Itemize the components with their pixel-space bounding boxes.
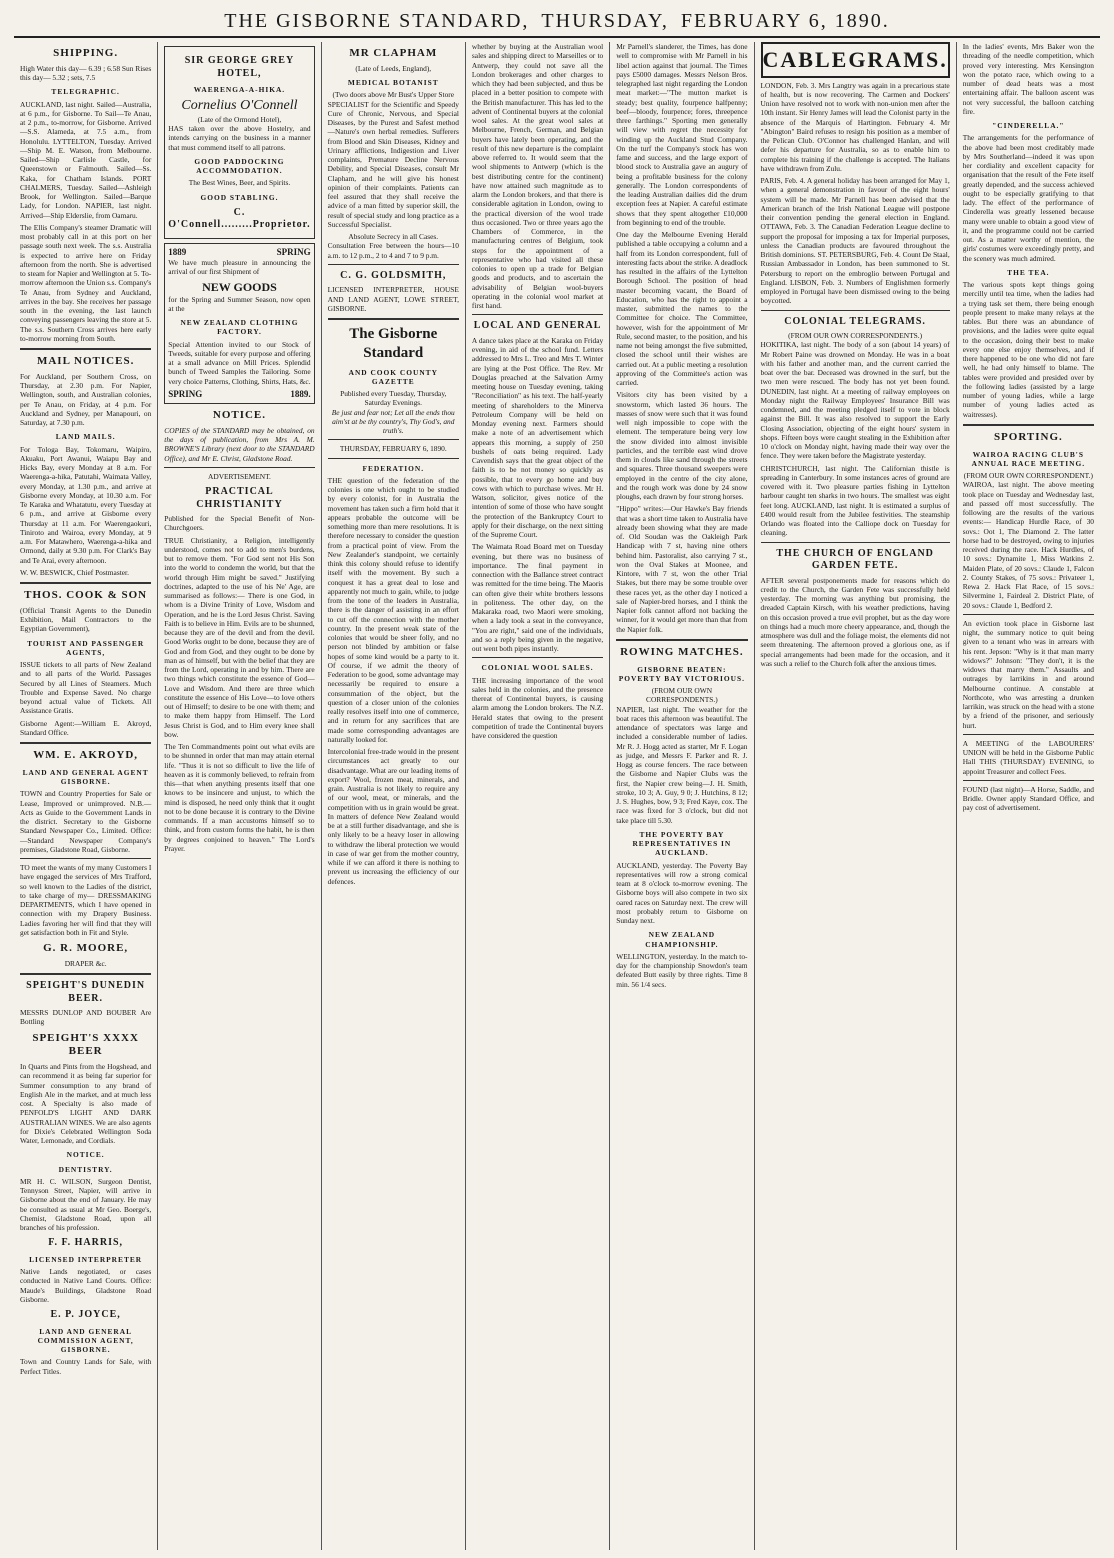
column-1: [14, 42, 158, 1550]
nz-body: Special Attention invited to our Stock of Tweeds, suitable for every purpose and offering at a small advance on Mill Prices. Splendid bunch of Tweed Samples the Tailoring. Some very choice Patterns, Clothing, Shirts, Hats, &c.: [168, 339, 311, 386]
local-misc: An eviction took place in Gisborne last night, the summary notice to quit being given to a tenant who was in arrears with his rent. Jepson: "Why is it that man marry widows?" Johnson: "They don't, it is the widows that marry them." Assaults and outrages by larrikins in and around Melbourne continue. A constable at Northcote, who was arresting a drunken larrikin, was struck on the head with a stone by a friend of the prisoner, and seriously hurt.: [962, 618, 1094, 730]
wool-sales-heading: COLONIAL WOOL SALES.: [481, 663, 594, 673]
divider: [963, 614, 1094, 615]
practical-body-2: The Ten Commandments point out what evils are to be shunned in order that man may attain eternal life. "Thus it is not so difficult to live the life of heaven as it is commonly believed, to refrain from this—that when anything presents itself that one knows to be insincere and unjust, to which the mind is disposed, he need only think that it ought not to be done because it is contrary to the Divine commands. If a man accustoms himself so to think, and from custom forms the habit, he is then by degrees conjoined to heaven." The Lord's Prayer.: [164, 742, 315, 853]
paper-motto: Be just and fear not; Let all the ends thou aim'st at be thy country's, Thy God's, and truth's.: [331, 407, 455, 435]
spring-year-2: 1889.: [290, 388, 311, 399]
dentistry-heading: DENTISTRY.: [58, 1164, 113, 1174]
divider: [20, 742, 151, 744]
wairoa-body: WAIROA, last night. The above meeting took place on Tuesday and Wednesday last, and passed off most successfully. The following are the results of the various events:— Handicap Hurdle Race, of 30 sovs.: Oot 1, The Diamond 2. The latter horse had to be destroyed, owing to injuries received during the race. Hack Hurdles, of 10 sovs.: Dynamite 1, Miss Watkins 2. Maiden Plate, of 20 sovs.: Claude 1, Falcon 2. County Stakes, of 75 sovs.: Privateer 1, Rewa 2. Hack Flat Race, of 15 sovs.: Silvermine 1, Fairdeal 2. District Plate, of 20 sovs.: Claude 1, Bedford 2.: [962, 480, 1094, 610]
cinderella-heading: "CINDERELLA.": [992, 121, 1065, 130]
wool-continued: whether by buying at the Australian wool sales and shipping direct to Marseilles or to Antwerp, they could not save all the London brokerages and other charges to which they had been subjected, and thus be placed in a better position to compete with the British manufacturer. This has led to the advent of Continental buyers at the colonial wool sales. At the great wool sales at Melbourne, French, German, and Belgian buyers have lately been operating, and the result of this new departure is the complaint above referred to. It would seem that the wool shipments to Antwerp (which is the best distributing centre for the continent) have now attained such magnitude as to alarm the London brokers, and that there is considerable agitation in London, owing to the practical diversion of the wool trade thus occasioned. Two or three years ago the Chambers of Commerce, in the manufacturing centres of Belgium, took steps for the appointment of a representative who had visited all these colonies to open up a trade for Belgian goods and products, and to ascertain the advisability of Belgian wool-buyers operating in the colonial wool market at first hand.: [471, 42, 604, 310]
cable-body-2: PARIS, Feb. 4. A general holiday has been arranged for May 1, when a general demonstration in favour of the eight hours' system will be made. Mr Parnell has been advised that the American branch of the Irish National League will postpone their convention pending the general election in England. OTTAWA, Feb. 3. The Canadian Federation League decline to support the proposal for imposing a tax for Imperial purposes, unless the Canadian products are favoured throughout the British dominions. ST. PETERSBURG, Feb. 4. Count De Staal, Russian Ambassador in London, has been summoned to St. Petersburg to report on the embroglio between Portugal and England. LISBON, Feb. 3. Numbers of Englishmen formerly employed in Portugal have been dismissed owing to the being boycotted.: [760, 176, 950, 306]
divider: [472, 657, 603, 658]
clapham-heading: MR CLAPHAM: [349, 47, 438, 59]
championship-body: WELLINGTON, yesterday. In the match to-day for the championship Snowdon's team defeated Butt easily by three rights. Time 8 min. 56 1/4 secs.: [616, 951, 748, 989]
akroyd-subheading: LAND AND GENERAL AGENT GISBORNE.: [22, 767, 149, 786]
clapham-title: MEDICAL BOTANIST: [347, 78, 439, 87]
colonial-telegrams-body-2: CHRISTCHURCH, last night. The Californian thistle is spreading in Canterbury. In some instances acres of ground are covered with it. Two pleasure parties fishing in Lyttelton harbour caught ten sharks in two hours. The smallest was eight feet long. AUCKLAND, last night. It is estimated a surplus of £400 would result from the Jubilee festivities. The steamship Orlando was floated into the Calliope dock on Tuesday for cleaning.: [760, 463, 950, 538]
cable-body: LONDON, Feb. 3. Mrs Langtry was again in a precarious state of health, but is now recovering. The Carmen and Dockers' Union have resolved not to work with non-union men after the 10th instant. Sir Henry James will lead the Colonist party in the absence of the Marquis of Hartington. February 4. Mr "Abington" Baird refuses to resign his position as a member of the Pelican Club. O'Connor has challenged Hanlan, and will defer his departure for Australia, so as to enable him to complete his training if the challenge is accepted. The Italians have withdrawn from Zulu.: [760, 80, 950, 173]
wool-sales-body: THE increasing importance of the wool sales held in the colonies, and the presence thereat of Continental buyers, is causing alarm among the London brokers. The N.Z. Herald states that owing to the present competition of trade the Continental buyers have considered the question: [471, 675, 604, 740]
federation-body-2: Intercolonial free-trade would in the present circumstances act greatly to our disadvantage. What are our leading items of export? Wool, frozen meat, minerals, and grain. Australia is not likely to require any of our wool, meat, or minerals, and the competition with us in grain would be great. In matters of defence New Zealand would be at a still further disadvantage, and she is only likely to be a heavy loser in allowing to withdraw the liberal protection we would in case of war get from the mother country, while if we can afford it there is nothing to prevent us increasing the efficiency of our defences.: [327, 747, 459, 886]
akroyd-heading: WM. E. AKROYD,: [33, 749, 139, 761]
divider: [761, 542, 950, 543]
colonial-telegrams-from: (FROM OUR OWN CORRESPONDENTS.): [788, 331, 923, 340]
harris-name: F. F. HARRIS,: [48, 1237, 124, 1249]
local-cont-2: One day the Melbourne Evening Herald published a table occupying a column and a half from its London correspondent, full of interesting facts about the strike. A deadlock has resulted in the affairs of the Lyttelton Borough School. The position of head master becoming vacant, the Board of Education, who has the right to appoint a master, submitted the names to the Committee for choice. The Committee, however, wish for the appointment of Mr Rule, second master, to the position, and his name not being amongst the five submitted, closed the school until their wishes are carried out. At a public meeting a resolution approving of the Committee's action was carried.: [616, 230, 748, 387]
divider: [328, 318, 459, 320]
nz-factory: NEW ZEALAND CLOTHING FACTORY.: [180, 318, 299, 337]
fete-continued: In the ladies' events, Mrs Baker won the threading of the needle competition, which proved very interesting. Mrs Kensington won the potato race, which owing to a number of dead heats was a most entertaining affair. The balloon ascent was not very successful, the balloon catching fire.: [962, 42, 1094, 116]
hotel-name: SIR GEORGE GREY HOTEL,: [184, 55, 295, 79]
practical-subheading: Published for the Special Benefit of Non-Churchgoers.: [164, 514, 315, 533]
labour-union-notice: A MEETING of the LABOURERS' UNION will be held in the Gisborne Public Hall THIS (THURSDAY) EVENING, to appoint Treasurer and collect Fees.: [962, 738, 1094, 776]
speight-body: In Quarts and Pints from the Hogshead, and can recommend it as being far superior for Summer consumption to any brand of English Ale in the market, and at much less cost. A Specialty is also made of PENFOLD'S LIGHT AND DARK AUSTRALIAN WINES. We are also agents for Dixie's Celebrated Wellington Soda Water, Lemonade, and Cordials.: [20, 1062, 152, 1145]
found-notice: FOUND (last night)—A Horse, Saddle, and Bridle. Owner apply Standard Office, and pay cost of advertisement.: [962, 784, 1094, 813]
spring-label-2: SPRING: [168, 388, 203, 399]
poverty-bay-heading: THE POVERTY BAY REPRESENTATIVES IN AUCKLAND.: [632, 829, 732, 858]
hotel-body: HAS taken over the above Hostelry, and intends carrying on the business in a manner that must commend itself to all patrons.: [168, 124, 311, 152]
paper-title: The Gisborne Standard: [349, 326, 438, 361]
hotel-wines: The Best Wines, Beer, and Spirits.: [188, 178, 291, 188]
dentist-body: MR H. C. WILSON, Surgeon Dentist, Tennyson Street, Napier, will arrive in Gisborne about the end of January. He may be consulted as usual at Mr Geo. Boerge's, Chemist, Gladstone Road, upon all branches of his profession.: [20, 1176, 152, 1232]
divider: [761, 310, 950, 311]
clapham-late: (Late of Leeds, England),: [355, 63, 432, 73]
masthead-day: THURSDAY,: [541, 9, 669, 32]
harris-title: LICENSED INTERPRETER: [29, 1254, 143, 1264]
divider: [20, 858, 151, 859]
church-fete-heading: THE CHURCH OF ENGLAND GARDEN FETE.: [776, 547, 934, 571]
hotel-proprietor-script: Cornelius O'Connell: [181, 98, 298, 114]
divider: [616, 639, 747, 641]
shipping-body-2: The Ellis Company's steamer Dramatic will most probably call in at this port on her passage south next week. The s.s. Australia is expected to arrive here on Friday afternoon from the north. She is advertised to steam for Napier and Wellington at 5. To-morrow afternoon the Union s.s. Company's Te Anau, from Sydney and Auckland, arrives in the bay. She receives her passage south in the evening, the last launch conveying passengers leaving the store at 5. The s.s. Southern Cross arrives here early to-morrow morning from South.: [20, 222, 152, 343]
clapham-body: SPECIALIST for the Scientific and Speedy Cure of Chronic, Nervous, and Special Diseases, by the Purest and Safest method—Nature's own herbal remedies. Sufferers from Blood and Skin Diseases, Kidney and Urinary afflictions, Indigestion and Liver complaints, Premature Decline Nervous Debility, and Special Diseases, consult Mr Clapham, and he will give his honest opinion of their complaints. Patients can feel assured that they shall receive the advice of a man fitted by superior skill, the result of special study and long practice as a Successful Specialist.: [327, 99, 459, 229]
masthead: [14, 6, 1100, 38]
local-general-heading: LOCAL AND GENERAL: [473, 320, 602, 332]
moore-notice: TO meet the wants of my many Customers I have engaged the services of Mrs Trafford, so well known to the Ladies of the district, to take charge of my— DRESSMAKING DEPARTMENTS, which I have opened in connection with my Drapery Business. Ladies favoring her will find that they will get satisfaction both in Fit and Style.: [20, 863, 152, 937]
masthead-date: FEBRUARY 6, 1890.: [680, 9, 890, 32]
shipping-body: AUCKLAND, last night. Sailed—Australia, at 6 p.m., for Gisborne. To Sail—Te Anau, at 2 p.m., to-morrow, for Gisborne. Arrived—S.S. Alameda, at 7.5 a.m., from Honolulu. LYTTELTON, Tuesday. Arrived—Ship M. E. Watson, from Melbourne. Sailed—Ship Carlisle Castle, for Queenstown or Falmouth. Sailed—Ss. Kaka, for Chatham Islands. PORT CHALMERS, Tuesday. Sailed—Ashleigh Brook, for Wellington. Sailed—Barque Lady, for London. NAPIER, last night. Arrived—Ship Elderslie, from Oamaru.: [20, 99, 152, 220]
cinderella-body: The arrangements for the performance of the above had been most creditably made by Mrs Southerland—indeed it was upon her cordiality and excellent capacity for organisation that the result of the Fete itself greatly depended, and the success achieved ought to be especially gratifying to that lady. The effect of the performance of Cinderella was greatly lessened because many were unable to obtain a good view of it, and the programme could not be carried out. As a matter worthy of mention, the girls' costumes were exceedingly pretty, and the scenery was much admired.: [962, 133, 1094, 263]
rowing-heading: ROWING MATCHES.: [620, 645, 744, 658]
local-cont-4: "Hippo" writes:—Our Hawke's Bay friends that was a short time taken to Australia have already been showing what they are made of. Old Soudan was the Oakleigh Park Handicap with 7 st, having nine others behind him. Pastoralist, also carrying 7 st., won the Oval Stakes at Moonee, and Kintore, with 7 st, won the other Trial Stakes, but there may be some trouble over these races yet, as the other day I noticed a sale of Napier-bred horses, and I think the Napier folk cannot afford not backing the winner, for it would get more than that from the Napier folk.: [616, 504, 748, 634]
divider: [963, 780, 1094, 781]
goldsmith-body: LICENSED INTERPRETER, HOUSE AND LAND AGENT, LOWE STREET, GISBORNE.: [327, 285, 459, 313]
rowing-body: NAPIER, last night. The weather for the boat races this afternoon was beautiful. The attendance of spectators was large and included a considerable number of ladies. Mr R. J. Hogg acted as starter, Mr F. Logan as judge, and Messrs F. Parker and R. J. Hogg as course fencers. The race between the Gisborne and Napier Clubs was the first, the Napier crew being—J. H. Smith, stroke, 10 3; A. Guy, 9 0; J. Hutchins, 8 12; J. S. Hughes, bow, 9 3; Fred Kaye, cox. The race was fixed for 3 o'clock, but did not take place till 5.30.: [616, 704, 748, 825]
masthead-title: THE GISBORNE STANDARD,: [224, 9, 530, 32]
federation-heading: FEDERATION.: [362, 463, 425, 473]
newspaper-columns: [14, 42, 1100, 1550]
colonial-telegrams-heading: COLONIAL TELEGRAMS.: [784, 315, 926, 327]
joyce-name: E. P. JOYCE,: [50, 1309, 121, 1320]
local-cont-3: Visitors city has been visited by a snowstorm, which lasted 36 hours. The masses of snow were such that it was found well nigh impossible to cope with the element. The temperature being very low the snow divided into almost invisible particles, and the terrible east wind drove them in clouds like sand through the streets and squares. Three thousand sweepers were employed in the centre of the city alone, and the rough work was done by 24 snow ploughs, each drawn by four strong horses.: [616, 390, 748, 501]
mail-body: For Auckland, per Southern Cross, on Thursday, at 2.30 p.m. For Napier, Wellington, south, and Australian colonies, per Te Anau, on Friday, at 4 p.m. For Auckland and Sydney, per Manapouri, on Saturday, at 7.30 p.m.: [20, 371, 152, 427]
hotel-paddocking: GOOD PADDOCKING ACCOMMODATION.: [194, 156, 285, 175]
speight-subheading: MESSRS DUNLOP AND BOUBER Are Bottling: [20, 1008, 152, 1027]
divider: [20, 973, 151, 975]
joyce-body: Town and Country Lands for Sale, with Perfect Titles.: [20, 1357, 152, 1376]
divider: [328, 439, 459, 440]
cook-agent: Gisborne Agent:—William E. Akroyd, Standard Office.: [20, 718, 152, 737]
tea-heading: THE TEA.: [1007, 267, 1050, 277]
spring-footer: [168, 389, 310, 400]
cablegrams-heading: CABLEGRAMS.: [761, 42, 950, 78]
clapham-sub: (Two doors above Mr Bust's Upper Store: [332, 90, 455, 100]
church-fete-body: AFTER several postponements made for reasons which do credit to the Church, the Garden Fete was successfully held yesterday. The morning was anything but promising, the dreaded Captain Kirsch, with his weather predictions, having on this occasion proved a true evil prophet, but as the day wore on things had a much more cheery appearance, and, though the atmosphere was dull and the foliage moist, the elements did not seem threatening. The afternoon proved a glorious one, as if special arrangements had been made for the occasion, and it was such a relief to the Church folk after the anxious times.: [760, 575, 950, 668]
rowing-subheading: GISBORNE BEATEN: POVERTY BAY VICTORIOUS.: [618, 664, 745, 683]
championship-heading: NEW ZEALAND CHAMPIONSHIP.: [645, 930, 719, 949]
paper-publication: Published every Tuesday, Thursday, Saturday Evenings.: [340, 389, 447, 408]
cook-subheading: (Official Transit Agents to the Dunedin Exhibition, Mail Contractors to the Egyptian Government),: [20, 605, 152, 634]
postmaster-signature: W. W. BESWICK, Chief Postmaster.: [20, 567, 129, 577]
telegraphic-heading: TELEGRAPHIC.: [51, 87, 120, 97]
spring-header: [168, 247, 310, 258]
nz-for: for the Spring and Summer Season, now open at the: [168, 294, 311, 313]
nz-goods: NEW GOODS: [202, 279, 277, 294]
clapham-hours: Consultation Free between the hours—10 a.m. to 12 p.m., 2 to 4 and 7 to 9 p.m.: [327, 241, 459, 260]
divider: [20, 582, 151, 584]
divider: [328, 458, 459, 459]
cook-body: ISSUE tickets to all parts of New Zealand and to all parts of the World. Passages Secured by all Lines of Steamers. Much Trouble and Expense Saved. No charge beyond actual value of Tickets. All Assistance Gratis.: [20, 660, 152, 716]
spring-year: 1889: [168, 246, 187, 257]
divider: [963, 424, 1094, 426]
notice-2-heading: NOTICE.: [212, 409, 267, 421]
speight-heading: SPEIGHT'S DUNEDIN BEER.: [26, 980, 146, 1004]
clothing-advert: [164, 243, 314, 404]
colonial-telegrams-body: HOKITIKA, last night. The body of a son (about 14 years) of Mr Robert Paine was drowned on Monday. He was in a boat with his father and another man, and the current carried the boat over the bar. Deceased was drowned in the surf, but the two men were rescued. The body has not yet been found. DUNEDIN, last night. At a meeting of railway employees on Monday night the Railway Employees' Insurance Bill was condemned, and the meeting pledged itself to vote in block against the Bill. It was also resolved to support the Early Closing Association, objecting of the eight hours' system in shops. Fifteen boys were caught stealing in the Exhibition after 10 o'clock on Monday night, having made their way over the fence. They were taken before the Magistrate yesterday.: [760, 340, 950, 461]
notice-2-body: COPIES of the STANDARD may be obtained, on the days of publication, from Mrs A. M. BROWNE'S Library (next door to the STANDARD Office), and Mr E. Christ, Gladstone Road.: [164, 425, 315, 463]
local-body-2: The Waimata Road Board met on Tuesday evening, but there was no business of importance. The final payment in connection with the Ballance street contract was remitted for the time being. The Maoris can often give their white brothers lessons in politeness. The other day, on the Makaraka road, two Maori were smoking, when a lady took a seat in the conveyance, "You are right," said one of the individuals, and so a reply being given in the negative, out went both pipes instantly.: [471, 542, 604, 653]
harris-body: Native Lands negotiated, or cases conducted in Native Land Courts. Office: Maude's Buildings, Gladstone Road Gisborne.: [20, 1267, 152, 1304]
tea-body: The various spots kept things going mercilly until tea time, when the ladies had a trying task set them, there being enough people present to make many relays at the tables. But there was an abundance of provisions, and the ladies were quite equal to the occasion, doing their best to make every one else enjoy themselves, and if there happened to be one who did not fare well, he had only himself to blame. The tables were provided and presided over by the following ladies (assisted by a large number of young ladies, while a large number of young ladies acted as waitresses).: [962, 280, 1094, 419]
mail-notices-heading: MAIL NOTICES.: [36, 355, 135, 367]
clapham-secrecy: Absolute Secrecy in all Cases.: [348, 232, 439, 241]
hotel-advert: [164, 46, 314, 239]
land-mails-body: For Tologa Bay, Tokomaru, Waipiro, Akuaku, Port Awanui, Waiapu Bay and Hicks Bay, every Monday at 8 a.m. For Waerenga-a-hika, Patutahi, Waimata Valley, every Monday, at 1.30 p.m., and arrive at Gisborne every Monday, at 10.30 a.m. For Te Karaka and Whatatutu, every Tuesday at 6 p.m., and arrive at Gisborne every Thursday at 11 a.m. For Waerengaokuri, Tiniroto and Wairoa, every Monday, at 9 a.m. For Matawhero, Waerenga-a-hika and Ormond, daily at 9.30 p.m. For Clark's Bay and Te Arai, every afternoon.: [20, 444, 152, 565]
akroyd-body: TOWN and Country Properties for Sale or Lease, Improved or unimproved. N.B.—Acts as Guide to the Government Lands in the district. Secretary to the Gisborne Standard Newspaper Co., Limited. Office:—Standard Newspaper Company's premises, Gladstone Road, Gisborne.: [20, 789, 152, 854]
rowing-from: (FROM OUR OWN CORRESPONDENTS.): [646, 686, 718, 705]
goldsmith-name: C. G. GOLDSMITH,: [340, 269, 447, 281]
advertisement-label: ADVERTISEMENT.: [208, 471, 271, 481]
column-4: [466, 42, 610, 1550]
hotel-proprietor: C. O'Connell.........Proprietor.: [168, 206, 311, 231]
column-5: [610, 42, 754, 1550]
joyce-title: LAND AND GENERAL COMMISSION AGENT, GISBORNE.: [37, 1326, 134, 1354]
column-3: [322, 42, 466, 1550]
moore-name: G. R. MOORE,: [43, 942, 129, 954]
tides-line: High Water this day— 6.39 ; 6.58 Sun Rises this day— 5.32 ; sets, 7.5: [20, 63, 152, 82]
paper-date: THURSDAY, FEBRUARY 6, 1890.: [339, 444, 447, 454]
practical-body: TRUE Christianity, a Religion, intelligently understood, comes not to add to men's burdens, but to remove them. "For God sent not His Son into the world to condemn the world, but that the world through Him might be saved." Justifying doctrines, adapted to the use of his Ne' Age, are summarised as follows:— There is one God, in whom is a Divine Trinity of Love, Wisdom and Operation, and he is the Lord Jesus Christ. Saving Faith is to believe in Him. Evils are to be shunned, because they are of the devil and from the devil. Good Works ought to be done, because they are of God and from God, and they ought to be done by man as of himself, but with the belief that they are from the Lord, operating in and by him. There are two things which constitute the essence of God—Love and Wisdom. And there are three which constitute the essence of His Love—to love others out of Himself; to desire to be one with them; and to make them happy from Himself. The Lord Jesus Christ is God, and to Him every knee shall bow.: [164, 535, 315, 739]
paper-subtitle: AND COOK COUNTY GAZETTE: [348, 367, 438, 386]
cook-tourist: TOURIST AND PASSENGER AGENTS,: [27, 638, 145, 657]
land-mails-heading: LAND MAILS.: [55, 432, 116, 442]
sporting-heading: SPORTING.: [993, 430, 1063, 443]
wairoa-from: (FROM OUR OWN CORRESPONDENT.): [963, 471, 1093, 480]
practical-heading: PRACTICAL CHRISTIANITY: [196, 486, 283, 510]
hotel-place: WAERENGA-A-HIKA.: [193, 85, 286, 94]
column-6: [755, 42, 957, 1550]
cook-heading: THOS. COOK & SON: [24, 589, 148, 601]
federation-body: THE question of the federation of the colonies is one which ought to be studied by every colonist, for in Australia the movement has taken such a firm hold that it appears probable the outcome will be something more than mere resolutions. It is therefore necessary to consider the question from a practical point of view. From the New Zealander's standpoint, we certainly think this colony should refuse to identify itself with the movement. By such a conquest it has a great deal to lose and apparently not much to gain, while, to judge from the tone of the leaders in Australia, there is the danger of assisting in an effort to cut off the connection with the mother country. In the present weak state of the colonies that would be sheer folly, and no person not blinded by ambition or false hopes of some kind would be a party to it. Of course, if we admit the theory of Federation to be good, some advantage may necessarily be required to ensure a consummation of the object, but the question of a closer union of the colonies really resolves itself into one of commerce, and in return for any sacrifices that are made some corresponding advantages are naturally looked for.: [327, 475, 459, 744]
divider: [164, 467, 314, 468]
spring-label: SPRING: [276, 246, 311, 257]
hotel-stabling: GOOD STABLING.: [200, 192, 279, 202]
wairoa-heading: WAIROA RACING CLUB'S ANNUAL RACE MEETING.: [971, 449, 1086, 468]
divider: [20, 348, 151, 350]
notice-heading: NOTICE.: [66, 1150, 105, 1160]
hotel-late: (Late of the Ormond Hotel),: [197, 114, 282, 124]
divider: [328, 264, 459, 265]
nz-intro: We have much pleasure in announcing the arrival of our first Shipment of: [168, 258, 311, 277]
column-2: [158, 42, 321, 1550]
poverty-bay-body: AUCKLAND, yesterday. The Poverty Bay representatives will row a strong comical team at 8 o'clock to-morrow evening. The Gisborne boys will also compete in two six oared races on Saturday next. The crew will most probably return to Gisborne on Sunday next.: [616, 860, 748, 925]
speight-brand: SPEIGHT'S XXXX BEER: [32, 1031, 139, 1058]
local-body: A dance takes place at the Karaka on Friday evening, in aid of the school fund. Letters addressed to Mrs L. Treo and Mrs T. Winter are lying at the Post Office. The Rev. Mr Douglas preached at the Salvation Army meeting house on Tuesday evening, taking "Reconciliation" as his text. The half-yearly meeting of shareholders to the Minerva Petroleum Company will be held on Monday evening next. Farmers should make a note of an advertisement which appears this morning, a supply of 250 bushels of oats being required. Lady Cavendish says that the great object of the faith is to be not money so quickly as possible, that to every go home and buy cows with which to purchase wives. Mr H. Watson, solicitor, gives notice of the intention of some of those who have sought the protection of the Bankruptcy Court to apply for their discharge, on the next sitting of the Supreme Court.: [471, 335, 604, 539]
divider: [472, 314, 603, 315]
moore-title: DRAPER &c.: [64, 958, 107, 968]
divider: [963, 734, 1094, 735]
shipping-heading: SHIPPING.: [53, 47, 119, 59]
local-cont-1: Mr Parnell's slanderer, the Times, has done well to compromise with Mr Parnell in his libel action against that journal. The Times pays £5000 damages. Messrs Nelson Bros. telegraphed last night regarding the London meat market:—"The mutton market is steady; best quality, fourpence halfpenny; beef—bloody, fourpence; fores, threepence three farthings." Sporting men generally will view with regret the necessity for winding up the Auckland Stud Company. On the turf the Company's stock has won fame and success, and the large export of blood stock to Australia gave an augury of being a profitable business for the colony generally. The London correspondents of the leading Australian dailies did the drum exception fees at Napier. A careful estimate shows that they spent altogether £10,000 from beginning to end of the trouble.: [616, 42, 748, 227]
column-7: [957, 42, 1100, 1550]
